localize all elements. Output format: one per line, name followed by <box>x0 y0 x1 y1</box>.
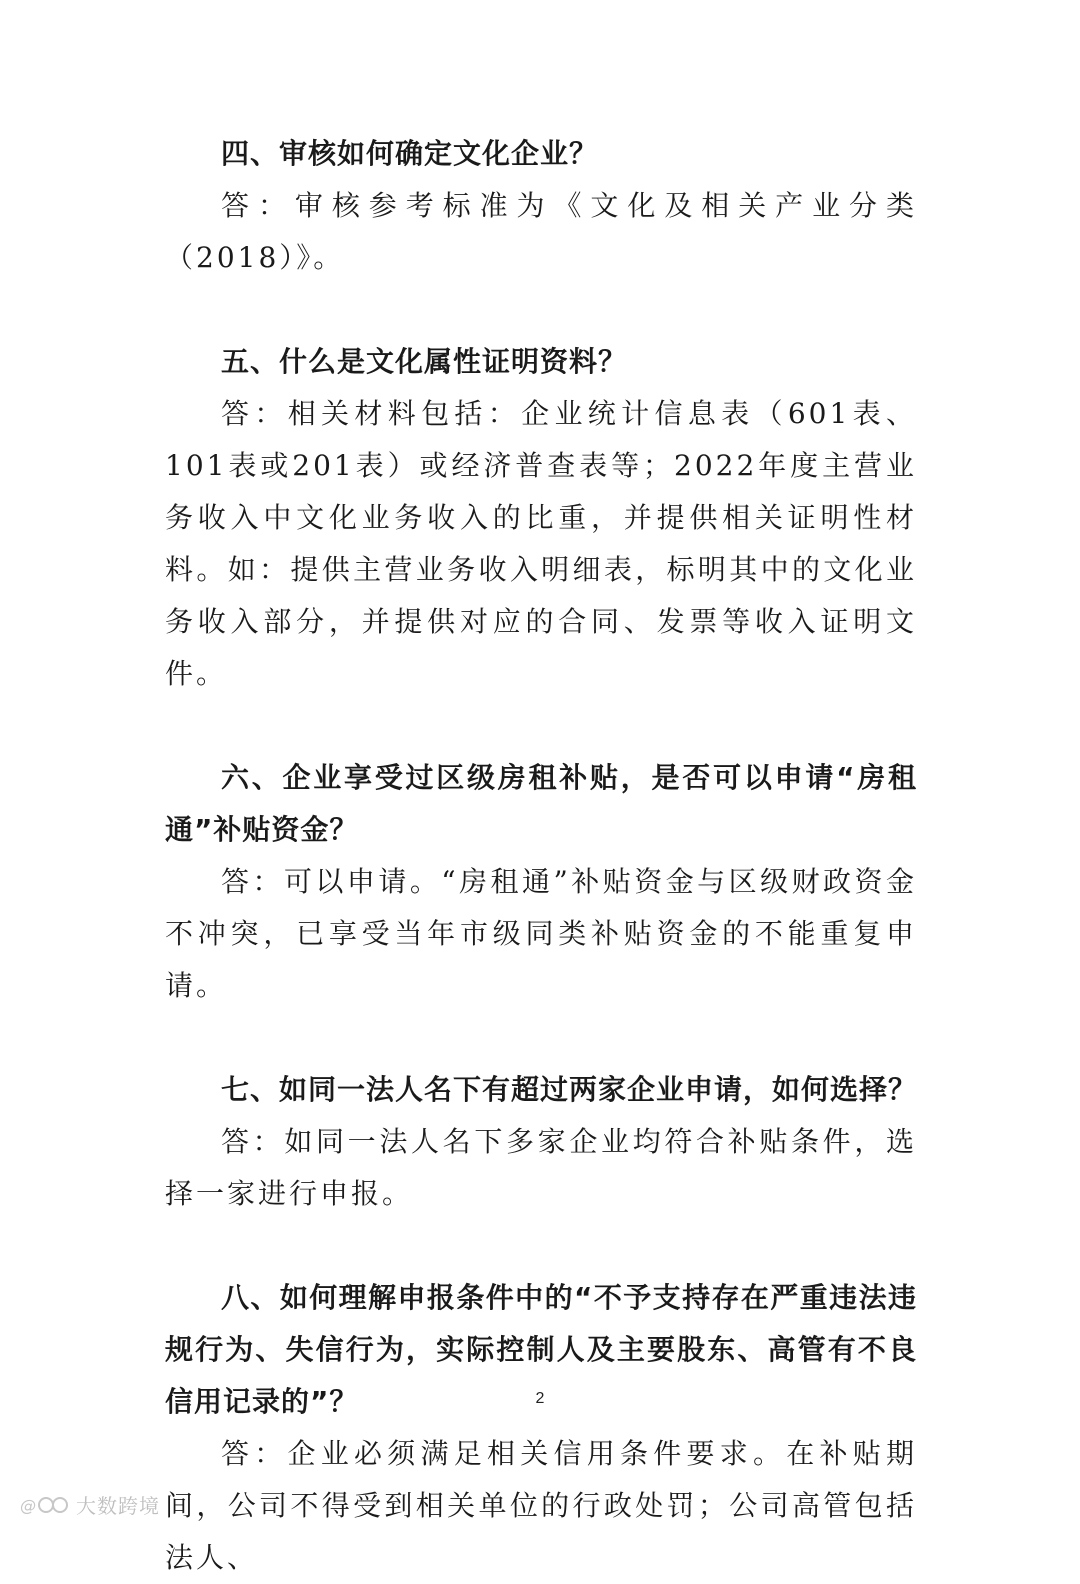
watermark-text: 大数跨境 <box>76 1494 160 1518</box>
qa-section-4 <box>165 128 917 284</box>
question-heading: 六、企业享受过区级房租补贴，是否可以申请“房租通”补贴资金？ <box>165 761 917 846</box>
answer-paragraph: 答：相关材料包括：企业统计信息表（601表、101表或201表）或经济普查表等；2022年度主营业务收入中文化业务收入的比重，并提供相关证明性材料。如：提供主营业务收入明细表，标明其中的文化业务收入部分，并提供对应的合同、发票等收入证明文件。 <box>165 397 917 690</box>
qa-section-8 <box>165 1272 917 1584</box>
section-spacer <box>165 284 917 336</box>
document-body <box>165 128 917 1584</box>
question-heading: 七、如同一法人名下有超过两家企业申请，如何选择？ <box>221 1073 918 1106</box>
section-spacer <box>165 1220 917 1272</box>
section-spacer <box>165 700 917 752</box>
question-heading: 八、如何理解申报条件中的“不予支持存在严重违法违规行为、失信行为，实际控制人及主要股东、高管有不良信用记录的”？ <box>165 1281 917 1418</box>
answer-paragraph: 答：审核参考标准为《文化及相关产业分类（2018）》。 <box>165 189 917 274</box>
section-spacer <box>165 1012 917 1064</box>
answer-paragraph: 答：可以申请。“房租通”补贴资金与区级财政资金不冲突，已享受当年市级同类补贴资金的不能重复申请。 <box>165 865 917 1002</box>
page-number: 2 <box>535 1390 545 1407</box>
question-heading: 四、审核如何确定文化企业？ <box>221 137 599 170</box>
qa-section-7 <box>165 1064 917 1220</box>
watermark <box>18 1490 160 1519</box>
answer-paragraph: 答：企业必须满足相关信用条件要求。在补贴期间，公司不得受到相关单位的行政处罚；公司高管包括法人、 <box>165 1437 917 1574</box>
watermark-logo-icon <box>18 1493 70 1517</box>
qa-section-5 <box>165 336 917 700</box>
question-heading: 五、什么是文化属性证明资料？ <box>221 345 628 378</box>
svg-text:@: @ <box>20 1495 36 1515</box>
qa-section-6 <box>165 752 917 1012</box>
answer-paragraph: 答：如同一法人名下多家企业均符合补贴条件，选择一家进行申报。 <box>165 1125 917 1210</box>
